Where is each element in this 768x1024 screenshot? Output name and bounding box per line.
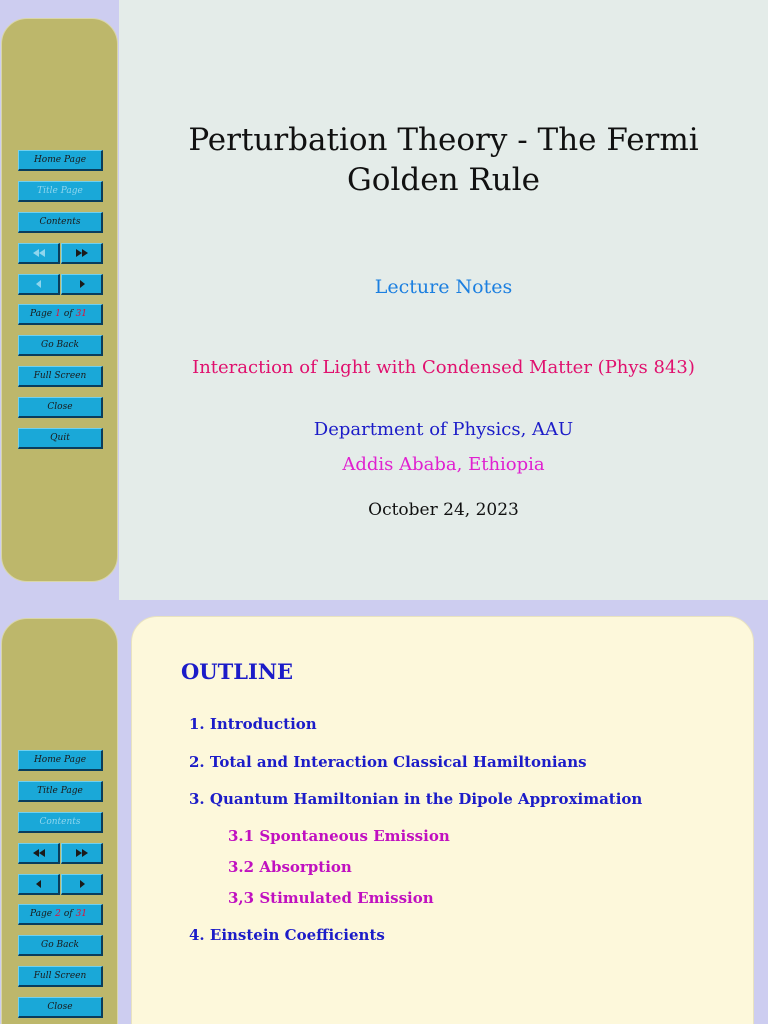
previous-page-button[interactable]: [18, 274, 60, 295]
outline-item-einstein-coefficients[interactable]: 4. Einstein Coefficients: [189, 926, 385, 944]
outline-card: [131, 616, 754, 1024]
last-page-button[interactable]: [61, 843, 103, 864]
contents-label: Contents: [39, 217, 81, 227]
contents-button[interactable]: [18, 212, 103, 233]
lecture-notes-subtitle: Lecture Notes: [374, 276, 513, 298]
outline-slide: [0, 600, 768, 1024]
close-label: Close: [47, 402, 73, 412]
total-pages: 31: [75, 909, 88, 919]
of-word: of: [63, 909, 73, 919]
close-label: Close: [47, 1002, 73, 1012]
navigation-sidebar: [1, 618, 118, 1024]
first-page-button[interactable]: [18, 243, 60, 264]
full-screen-label: Full Screen: [33, 371, 87, 381]
date: October 24, 2023: [368, 500, 519, 520]
full-screen-button[interactable]: [18, 966, 103, 987]
last-page-button[interactable]: [61, 243, 103, 264]
go-back-label: Go Back: [41, 940, 79, 950]
course-name: Interaction of Light with Condensed Matter (Phys 843): [192, 357, 695, 378]
presentation-title: Perturbation Theory - The Fermi Golden Rule: [188, 122, 699, 198]
quit-label: Quit: [50, 433, 70, 443]
outline-item-stimulated-emission[interactable]: 3,3 Stimulated Emission: [228, 889, 434, 907]
next-page-button[interactable]: [61, 274, 103, 295]
location: Addis Ababa, Ethiopia: [342, 454, 545, 475]
previous-page-button[interactable]: [18, 874, 60, 895]
page-word: Page: [29, 909, 53, 919]
department: Department of Physics, AAU: [313, 419, 574, 440]
full-screen-button[interactable]: [18, 366, 103, 387]
current-page-number: 2: [55, 909, 61, 919]
outline-item-hamiltonians[interactable]: 2. Total and Interaction Classical Hamiltonians: [189, 753, 587, 771]
contents-button[interactable]: [18, 812, 103, 833]
title-page-button[interactable]: [18, 781, 103, 802]
home-page-label: Home Page: [33, 755, 87, 765]
home-page-label: Home Page: [33, 155, 87, 165]
of-word: of: [63, 309, 73, 319]
double-right-arrow-icon: [75, 849, 89, 857]
title-page-button[interactable]: [18, 181, 103, 202]
home-page-button[interactable]: [18, 150, 103, 171]
right-arrow-icon: [78, 280, 86, 288]
title-page-label: Title Page: [37, 186, 83, 196]
page-indicator[interactable]: [18, 904, 103, 925]
navigation-sidebar: [1, 18, 118, 582]
contents-label: Contents: [39, 817, 81, 827]
close-button[interactable]: [18, 397, 103, 418]
full-screen-label: Full Screen: [33, 971, 87, 981]
go-back-button[interactable]: [18, 935, 103, 956]
go-back-button[interactable]: [18, 335, 103, 356]
outline-item-spontaneous-emission[interactable]: 3.1 Spontaneous Emission: [228, 827, 450, 845]
next-page-button[interactable]: [61, 874, 103, 895]
left-arrow-icon: [35, 280, 43, 288]
close-button[interactable]: [18, 997, 103, 1018]
outline-item-introduction[interactable]: 1. Introduction: [189, 715, 317, 733]
outline-item-absorption[interactable]: 3.2 Absorption: [228, 858, 352, 876]
right-arrow-icon: [78, 880, 86, 888]
go-back-label: Go Back: [41, 340, 79, 350]
double-right-arrow-icon: [75, 249, 89, 257]
title-content: [119, 0, 768, 600]
double-left-arrow-icon: [32, 849, 46, 857]
double-left-arrow-icon: [32, 249, 46, 257]
quit-button[interactable]: [18, 428, 103, 449]
first-page-button[interactable]: [18, 843, 60, 864]
outline-heading: OUTLINE: [181, 659, 294, 684]
page-indicator[interactable]: [18, 304, 103, 325]
total-pages: 31: [75, 309, 88, 319]
outline-item-dipole-approximation[interactable]: 3. Quantum Hamiltonian in the Dipole Approximation: [189, 790, 643, 808]
title-page-label: Title Page: [37, 786, 83, 796]
current-page-number: 1: [55, 309, 61, 319]
left-arrow-icon: [35, 880, 43, 888]
home-page-button[interactable]: [18, 750, 103, 771]
page-word: Page: [29, 309, 53, 319]
